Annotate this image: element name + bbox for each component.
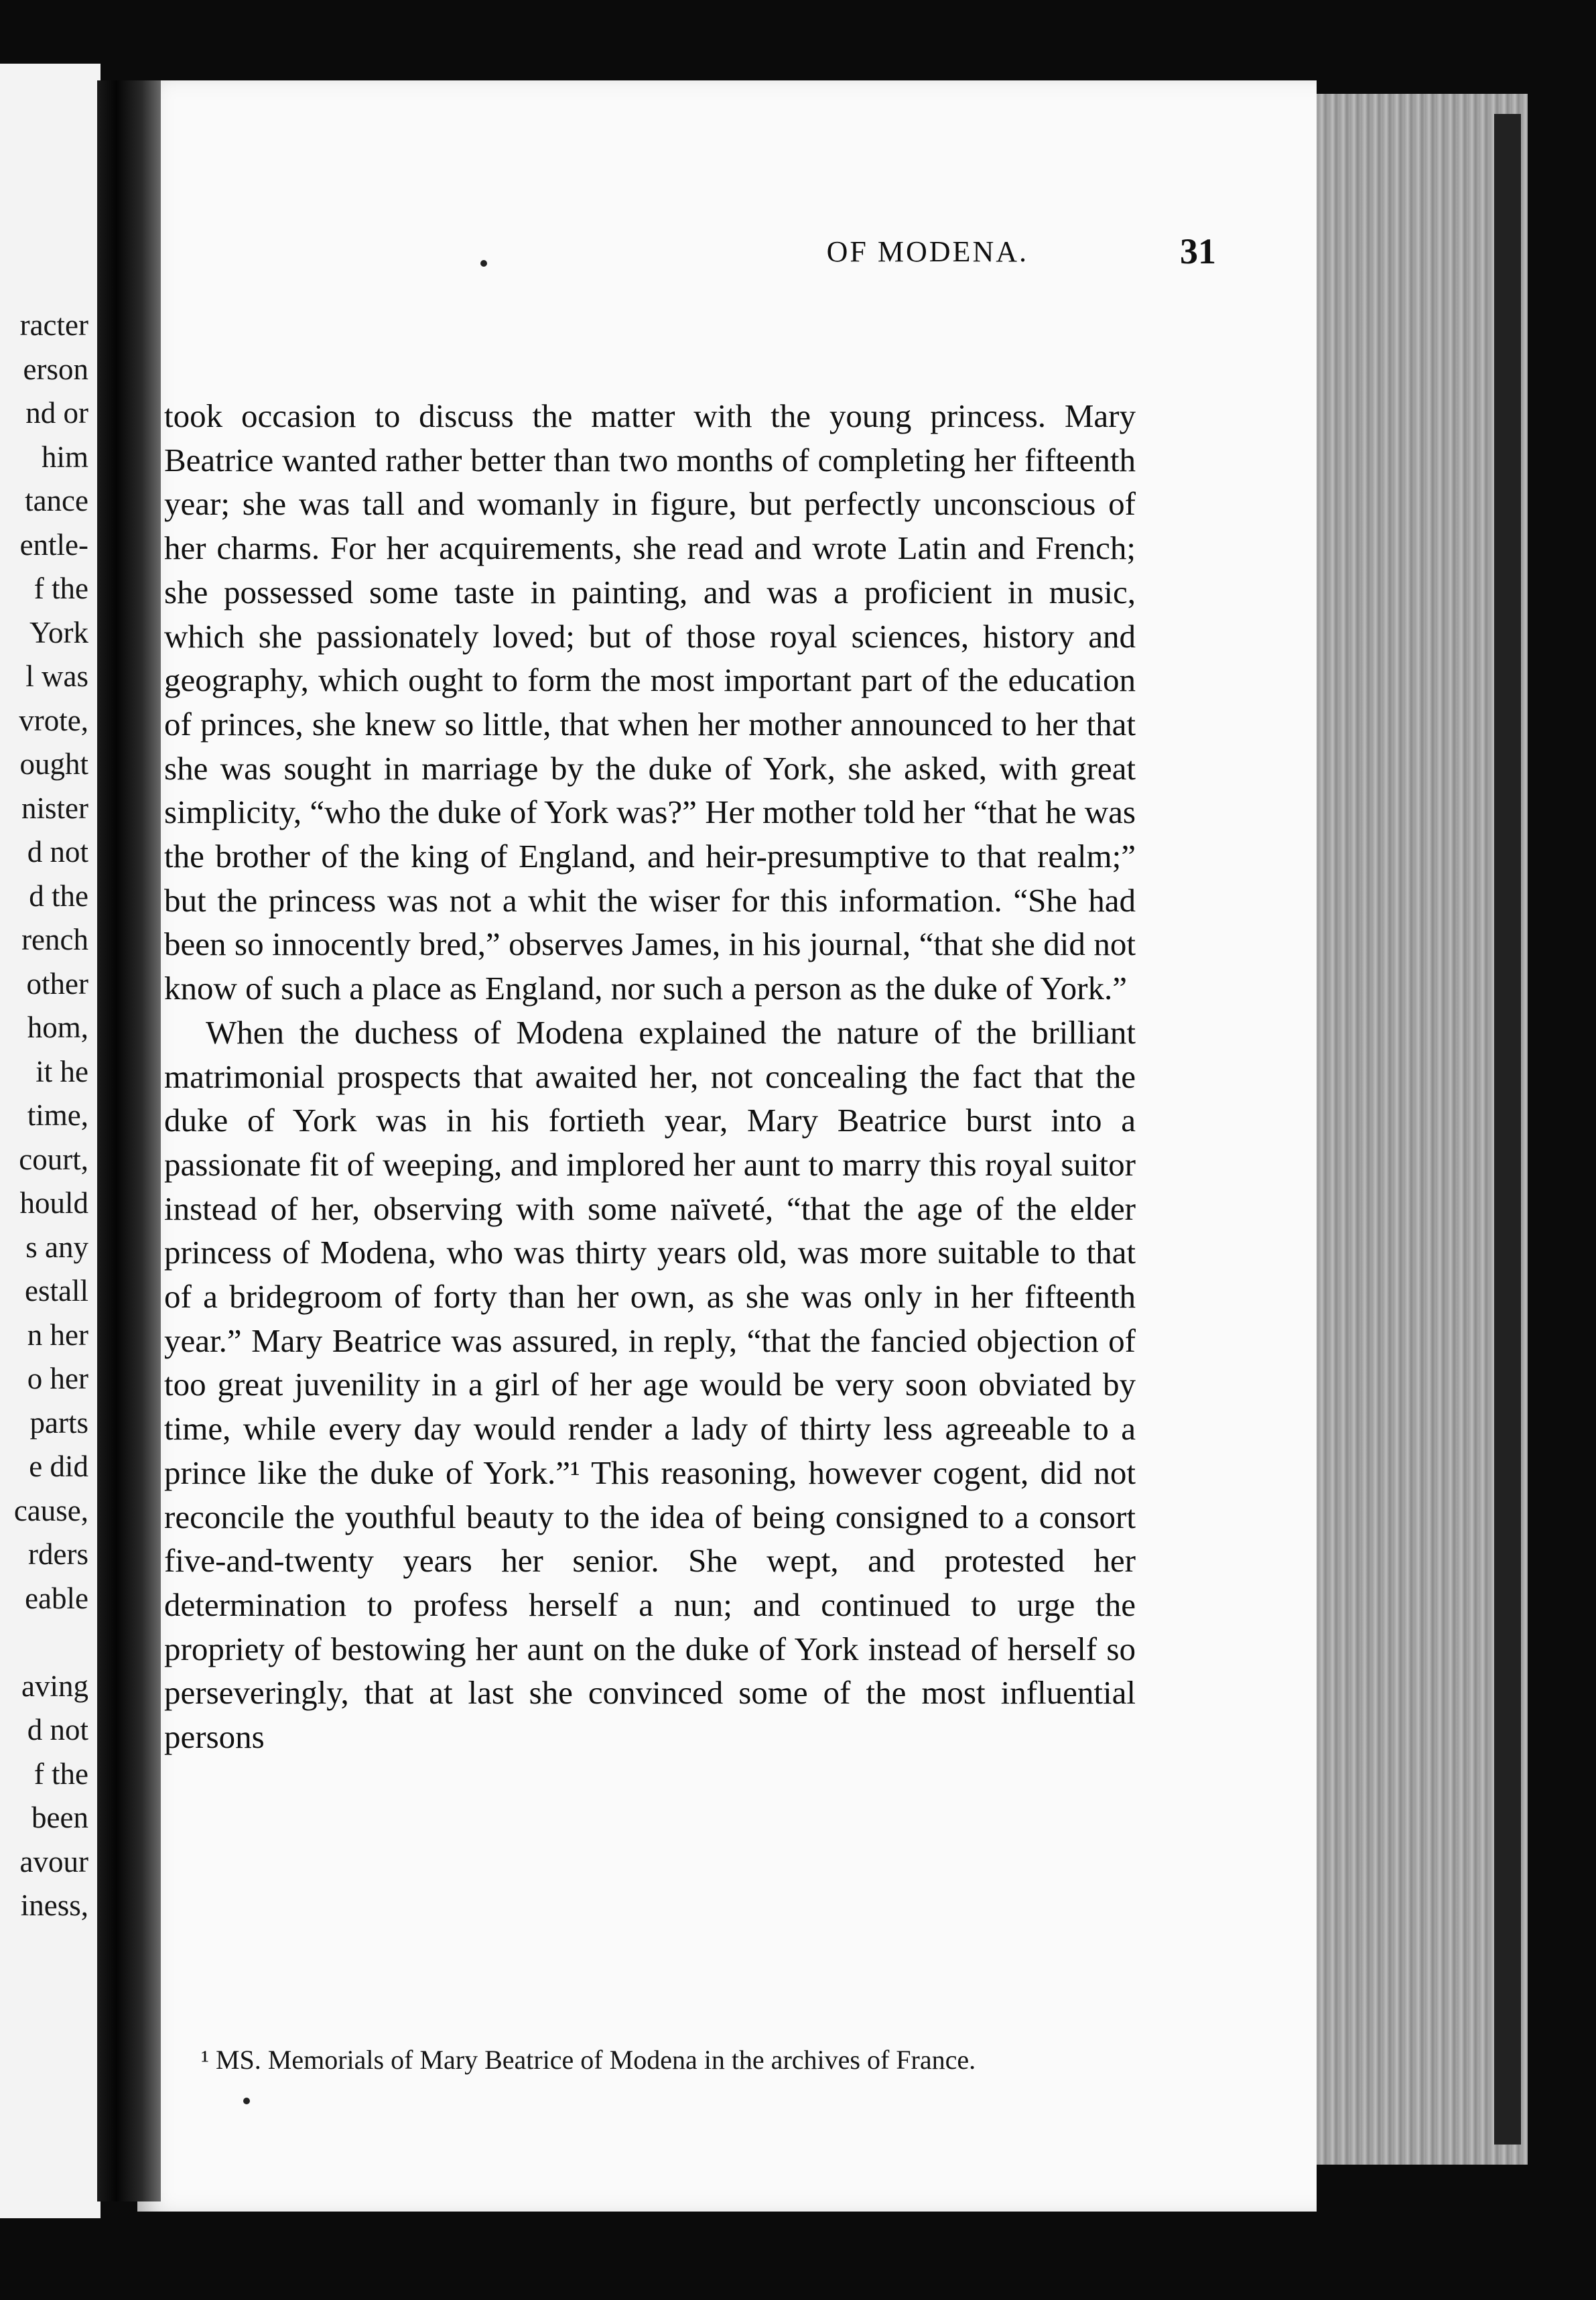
running-head: OF MODENA.	[826, 235, 1028, 268]
left-page-fragment: ought	[19, 747, 88, 781]
left-page-fragment: racter	[19, 308, 88, 342]
paragraph-2: When the duchess of Modena explained the nature of the brilliant matrimonial prospects that awaited her, not concealing the fact that the duke of York was in his fortieth year, Mary Beatrice burst into a passionate fit of weeping, and implored her aunt to marry this royal suitor instead of her, observing with some naïveté, “that the age of the elder princess of Modena, who was thirty years old, was more suitable to that of a bridegroom of forty than her own, as she was only in her fifteenth year.” Mary Beatrice was assured, in reply, “that the fancied objection of too great juvenility in a girl of her age would be very soon obviated by time, while every day would render a lady of thirty less agreeable to a prince like the duke of York.”¹ This reasoning, however cogent, did not reconcile the youthful beauty to the idea of being consigned to a consort five-and-twenty years her senior. She wept, and protested her determination to profess herself a nun; and continued to urge the propriety of bestowing her aunt on the duke of York instead of herself so perseveringly, that at last she convinced some of the most influential persons	[164, 1013, 1136, 1756]
left-page-fragment: him	[41, 440, 88, 474]
left-page-fragment: York	[29, 615, 88, 649]
left-page-fragment: hom,	[27, 1011, 88, 1044]
left-page-fragment: d not	[27, 835, 88, 869]
left-page-fragment: e did	[29, 1450, 88, 1483]
ink-speck	[243, 2098, 250, 2104]
left-page-fragment: been	[31, 1801, 88, 1834]
ink-speck	[480, 260, 487, 267]
left-page-fragment: o her	[27, 1362, 88, 1395]
left-page-blank-line	[0, 1620, 88, 1665]
book-gutter	[97, 80, 161, 2201]
page-number: 31	[1180, 231, 1216, 271]
left-page-fragment: d not	[27, 1713, 88, 1746]
left-page-fragment: nister	[21, 791, 88, 825]
body-text	[164, 394, 1136, 1759]
left-page-fragment: tance	[25, 484, 88, 517]
left-page-fragment: cause,	[13, 1493, 88, 1527]
left-page-fragment: other	[26, 966, 88, 1001]
left-page-fragment: it he	[36, 1054, 88, 1088]
left-page-fragment: estall	[25, 1274, 88, 1307]
left-page-fragment: d the	[29, 879, 88, 913]
left-page-fragment: hould	[19, 1186, 88, 1220]
left-page-fragment: time,	[27, 1098, 88, 1132]
left-page-fragment: f the	[34, 1756, 88, 1791]
left-page-fragment: l was	[25, 659, 88, 693]
footnote: ¹ MS. Memorials of Mary Beatrice of Modena in the archives of France.	[201, 2045, 976, 2075]
paragraph-1: took occasion to discuss the matter with the young princess. Mary Beatrice wanted rather better than two months of completing her fifteenth year; she was tall and womanly in figure, but perfectly unconscious of her charms. For her acquirements, she read and wrote Latin and French; she possessed some taste in painting, and was a proficient in music, which she passionately loved; but of those royal sciences, history and geography, which ought to form the most important part of the education of princes, she knew so little, that when her mother announced to her that she was sought in marriage by the duke of York, she asked, with great simplicity, “who the duke of York was?” Her mother told her “that he was the brother of the king of England, and heir-presumptive to that realm;” but the princess was not a whit the wiser for this information. “She had been so innocently bred,” observes James, in his journal, “that she did not know of such a place as England, nor such a person as the duke of York.”	[164, 397, 1136, 1007]
left-page-fragment: f the	[34, 572, 88, 605]
main-page	[137, 80, 1317, 2212]
left-page-fragment: entle-	[19, 527, 88, 562]
left-page-fragment: rench	[21, 923, 88, 956]
left-page-fragment: s any	[25, 1230, 88, 1264]
left-page-fragment: iness,	[20, 1889, 88, 1922]
left-page-fragment: avour	[19, 1844, 88, 1878]
left-page-fragment: aving	[21, 1669, 88, 1703]
left-page-fragment: rders	[28, 1537, 88, 1571]
left-page-line-fragments	[0, 304, 88, 1928]
left-page-fragment: n her	[27, 1318, 88, 1352]
left-page-fragment: nd or	[25, 396, 88, 430]
left-page-fragment: eable	[25, 1581, 88, 1615]
left-page-fragment: vrote,	[19, 703, 88, 737]
book-cover-edge	[1494, 114, 1521, 2145]
left-facing-page	[0, 64, 101, 2218]
left-page-fragment: erson	[23, 352, 88, 386]
left-page-fragment: parts	[29, 1405, 88, 1440]
page-stack-edge	[1296, 94, 1528, 2165]
left-page-fragment: court,	[19, 1142, 88, 1176]
